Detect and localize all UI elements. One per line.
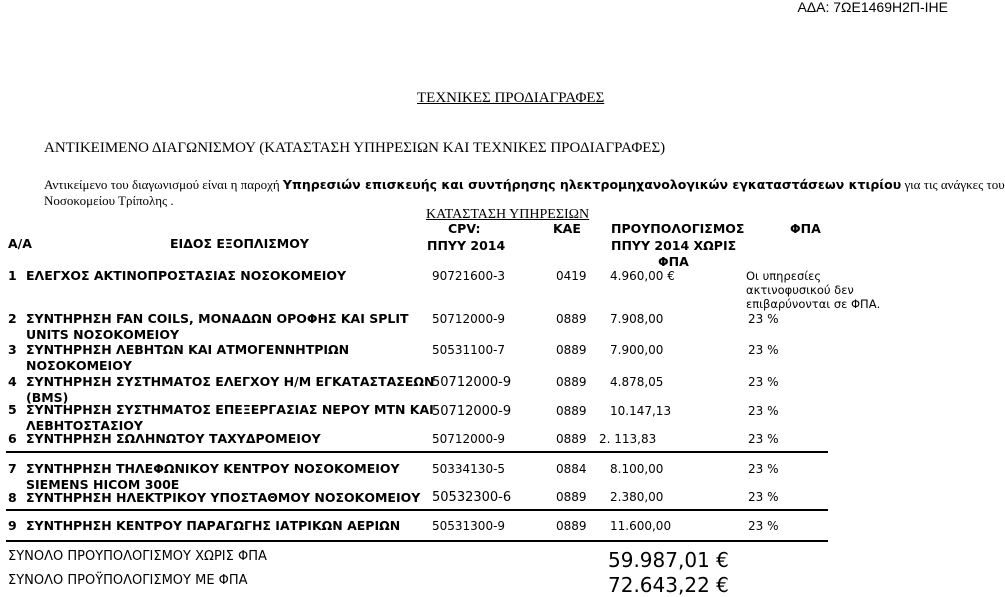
- row-3-vat: 23 %: [748, 343, 779, 357]
- row-1-aa: 1: [8, 268, 17, 283]
- document-title: ΤΕΧΝΙΚΕΣ ΠΡΟΔΙΑΓΡΑΦΕΣ: [417, 90, 605, 106]
- row-8-aa: 8: [8, 490, 17, 505]
- row-6-kae: 0889: [556, 432, 587, 446]
- row-6-item: ΣΥΝΤΗΡΗΣΗ ΣΩΛΗΝΩΤΟΥ ΤΑΧΥΔΡΟΜΕΙΟΥ: [26, 431, 321, 446]
- row-4-aa: 4: [8, 374, 17, 389]
- row-3-budget: 7.900,00: [610, 343, 664, 357]
- row-9-kae: 0889: [556, 519, 587, 533]
- intro-paragraph-line2: Νοσοκομείου Τρίπολης .: [44, 193, 174, 208]
- row-5-item-line1: ΣΥΝΤΗΡΗΣΗ ΣΥΣΤΗΜΑΤΟΣ ΕΠΕΞΕΡΓΑΣΙΑΣ ΝΕΡΟΥ ΜΤΝ ΚΑΙ: [26, 402, 434, 417]
- section-title: ΚΑΤΑΣΤΑΣΗ ΥΠΗΡΕΣΙΩΝ: [426, 207, 590, 222]
- row-7-aa: 7: [8, 461, 17, 476]
- row-7-item-line2: SIEMENS HICOM 300E: [26, 477, 180, 492]
- row-1-cpv: 90721600-3: [432, 269, 506, 283]
- row-4-item-line2: (BMS): [26, 390, 69, 405]
- header-budget-line2: ΠΠΥΥ 2014 ΧΩΡΙΣ: [611, 238, 737, 253]
- row-7-vat: 23 %: [748, 462, 779, 476]
- row-4-cpv: 50712000-9: [432, 375, 512, 390]
- row-3-cpv: 50531100-7: [432, 343, 506, 357]
- row-9-cpv: 50531300-9: [432, 519, 506, 533]
- row-7-cpv: 50334130-5: [432, 462, 506, 476]
- row-5-vat: 23 %: [748, 404, 779, 418]
- header-item: ΕΙΔΟΣ ΕΞΟΠΛΙΣΜΟΥ: [170, 236, 309, 251]
- row-2-vat: 23 %: [748, 312, 779, 326]
- row-5-kae: 0889: [556, 404, 587, 418]
- row-2-budget: 7.908,00: [610, 312, 664, 326]
- intro-text-bold: Υπηρεσιών επισκευής και συντήρησης ηλεκτρομηχανολογικών εγκαταστάσεων κτιρίου: [282, 177, 902, 192]
- row-5-aa: 5: [8, 402, 17, 417]
- row-3-kae: 0889: [556, 343, 587, 357]
- row-5-item-line2: ΛΕΒΗΤΟΣΤΑΣΙΟΥ: [26, 418, 143, 433]
- row-3-item-line1: ΣΥΝΤΗΡΗΣΗ ΛΕΒΗΤΩΝ ΚΑΙ ΑΤΜΟΓΕΝΝΗΤΡΙΩΝ: [26, 342, 350, 357]
- row-8-vat: 23 %: [748, 490, 779, 504]
- header-budget-line1: ΠΡΟΥΠΟΛΟΓΙΣΜΟΣ: [611, 221, 745, 236]
- row-3-item-line2: ΝΟΣΟΚΟΜΕΙΟΥ: [26, 358, 132, 373]
- row-2-item-line1: ΣΥΝΤΗΡΗΣΗ FAN COILS, ΜΟΝΑΔΩΝ ΟΡΟΦΗΣ ΚΑΙ SPLIT: [26, 311, 409, 326]
- intro-paragraph: [44, 177, 1005, 193]
- row-1-vat-line1: Οι υπηρεσίες: [746, 269, 822, 283]
- intro-text-1: Αντικείμενο του διαγωνισμού είναι η παροχή: [44, 177, 283, 192]
- row-6-aa: 6: [8, 431, 17, 446]
- row-9-vat: 23 %: [748, 519, 779, 533]
- row-2-aa: 2: [8, 311, 17, 326]
- row-9-aa: 9: [8, 518, 17, 533]
- row-8-kae: 0889: [556, 490, 587, 504]
- intro-text-3: για τις ανάγκες του: [901, 177, 1005, 192]
- row-1-budget: 4.960,00 €: [610, 269, 675, 283]
- ada-stamp: ΑΔΑ: 7ΩΕ1469Η2Π-ΙΗΕ: [797, 0, 948, 15]
- row-8-cpv: 50532300-6: [432, 490, 512, 505]
- row-1-vat-line3: επιβαρύνονται σε ΦΠΑ.: [746, 297, 881, 311]
- row-2-kae: 0889: [556, 312, 587, 326]
- row-6-cpv: 50712000-9: [432, 432, 506, 446]
- row-6-budget: 2. 113,83: [599, 432, 657, 446]
- document-subject: ΑΝΤΙΚΕΙΜΕΝΟ ΔΙΑΓΩΝΙΣΜΟΥ (ΚΑΤΑΣΤΑΣΗ ΥΠΗΡΕΣΙΩΝ ΚΑΙ ΤΕΧΝΙΚΕΣ ΠΡΟΔΙΑΓΡΑΦΕΣ): [44, 140, 666, 156]
- row-4-kae: 0889: [556, 375, 587, 389]
- row-4-budget: 4.878,05: [610, 375, 664, 389]
- table-divider-1: [6, 451, 828, 453]
- row-4-vat: 23 %: [748, 375, 779, 389]
- row-5-budget: 10.147,13: [610, 404, 672, 418]
- row-9-item: ΣΥΝΤΗΡΗΣΗ ΚΕΝΤΡΟΥ ΠΑΡΑΓΩΓΗΣ ΙΑΤΡΙΚΩΝ ΑΕΡΙΩΝ: [26, 518, 401, 533]
- row-3-aa: 3: [8, 342, 17, 357]
- header-vat: ΦΠΑ: [790, 221, 821, 236]
- row-1-kae: 0419: [556, 269, 587, 283]
- header-budget-line3: ΦΠΑ: [658, 254, 689, 269]
- row-9-budget: 11.600,00: [610, 519, 672, 533]
- total-no-vat-label: ΣΥΝΟΛΟ ΠΡΟΥΠΟΛΟΓΙΣΜΟΥ ΧΩΡΙΣ ΦΠΑ: [8, 549, 267, 564]
- total-with-vat-value: 72.643,22 €: [608, 573, 729, 597]
- row-8-budget: 2.380,00: [610, 490, 664, 504]
- row-1-vat-line2: ακτινοφυσικού δεν: [746, 283, 854, 297]
- row-1-item: ΕΛΕΓΧΟΣ ΑΚΤΙΝΟΠΡΟΣΤΑΣΙΑΣ ΝΟΣΟΚΟΜΕΙΟΥ: [26, 268, 347, 283]
- row-7-budget: 8.100,00: [610, 462, 664, 476]
- header-aa: Α/Α: [8, 236, 32, 251]
- table-divider-3: [6, 540, 828, 542]
- total-no-vat-value: 59.987,01 €: [608, 548, 729, 572]
- table-divider-2: [6, 509, 828, 511]
- row-4-item-line1: ΣΥΝΤΗΡΗΣΗ ΣΥΣΤΗΜΑΤΟΣ ΕΛΕΓΧΟΥ Η/Μ ΕΓΚΑΤΑΣΤΑΣΕΩΝ: [26, 374, 435, 389]
- row-6-vat: 23 %: [748, 432, 779, 446]
- total-with-vat-label: ΣΥΝΟΛΟ ΠΡΟΫΠΟΛΟΓΙΣΜΟΥ ΜΕ ΦΠΑ: [8, 573, 248, 588]
- header-kae: ΚΑΕ: [553, 221, 581, 236]
- row-7-kae: 0884: [556, 462, 587, 476]
- row-7-item-line1: ΣΥΝΤΗΡΗΣΗ ΤΗΛΕΦΩΝΙΚΟΥ ΚΕΝΤΡΟΥ ΝΟΣΟΚΟΜΕΙΟΥ: [26, 461, 400, 476]
- row-2-item-line2: UNITS ΝΟΣΟΚΟΜΕΙΟΥ: [26, 327, 180, 342]
- row-2-cpv: 50712000-9: [432, 312, 506, 326]
- row-5-cpv: 50712000-9: [432, 404, 512, 419]
- header-cpv-line1: CPV:: [448, 221, 481, 236]
- row-8-item: ΣΥΝΤΗΡΗΣΗ ΗΛΕΚΤΡΙΚΟΥ ΥΠΟΣΤΑΘΜΟΥ ΝΟΣΟΚΟΜΕΙΟΥ: [26, 490, 421, 505]
- header-cpv-line2: ΠΠΥΥ 2014: [427, 238, 506, 253]
